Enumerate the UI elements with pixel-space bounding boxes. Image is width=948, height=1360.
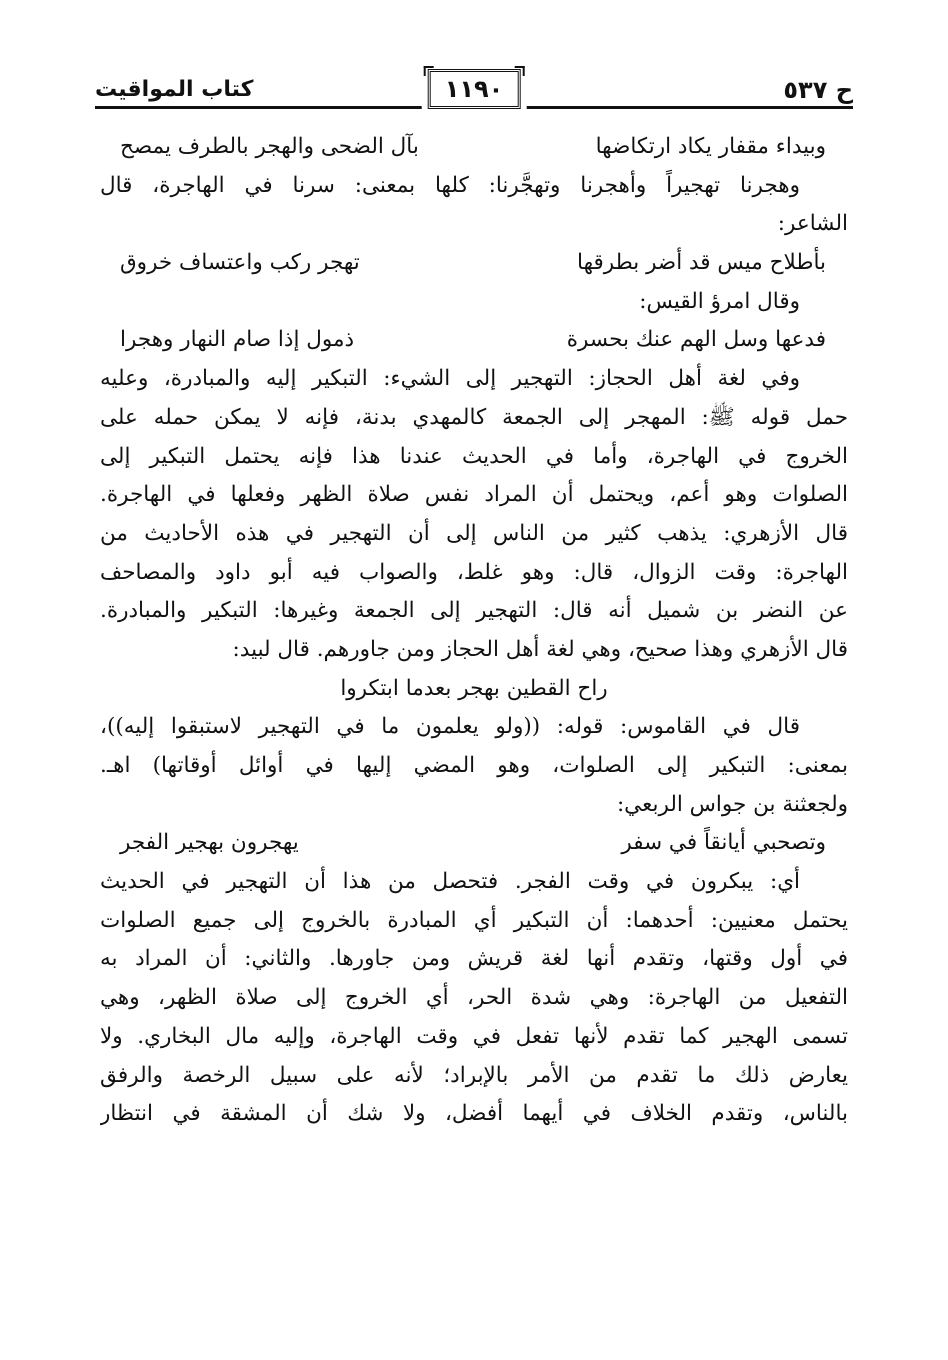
verse-first-hemistich: فدعها وسل الهم عنك بحسرة: [566, 327, 826, 353]
text-line: الخروج في الهاجرة، وأما في الحديث عندنا هذا فإنه يحتمل التبكير إلى: [100, 443, 848, 469]
verse-first-hemistich: وبيداء مقفار يكاد ارتكاضها: [595, 134, 826, 159]
text-line: بمعنى: التبكير إلى الصلوات، وهو المضي إليها في أوائل أوقاتها) اهـ.: [100, 753, 848, 778]
text-line: أي: يبكرون في وقت الفجر. فتحصل من هذا أن التهجير في الحديث: [100, 869, 800, 895]
text-line: وقال امرؤ القيس:: [639, 288, 800, 314]
text-line: قال في القاموس: قوله: ((ولو يعلمون ما في التهجير لاستبقوا إليه))،: [100, 714, 800, 740]
text-line: في أول وقتها، وتقدم أنها لغة قريش ومن جاورها. والثاني: أن المراد به: [100, 946, 848, 972]
text-line: حمل قوله ﷺ: المهجر إلى الجمعة كالمهدي بدنة، فإنه لا يمكن حمله على: [100, 404, 848, 430]
text-line: قال الأزهري: يذهب كثير من الناس إلى أن التهجير في هذه الأحاديث من: [100, 520, 848, 546]
text-line: وهجرنا تهجيراً وأهجرنا وتهجَّرنا: كلها بمعنى: سرنا في الهاجرة، قال: [100, 172, 800, 198]
text-line: الهاجرة: وقت الزوال، قال: وهو غلط، والصواب فيه أبو داود والمصاحف: [100, 559, 848, 585]
verse-line: [100, 824, 848, 863]
book-title: كتاب المواقيت: [95, 77, 254, 102]
verse-line: [100, 321, 848, 360]
verse-line-centered: راح القطين بهجر بعدما ابتكروا: [340, 675, 608, 701]
text-line: التفعيل من الهاجرة: وهي شدة الحر، أي الخروج إلى صلاة الظهر، وهي: [100, 985, 848, 1011]
verse-second-hemistich: بآل الضحى والهجر بالطرف يمصح: [120, 134, 419, 159]
verse-line: [100, 244, 848, 283]
verse-line: [100, 128, 848, 167]
text-line: قال الأزهري وهذا صحيح، وهي لغة أهل الحجاز ومن جاورهم. قال لبيد:: [232, 636, 848, 662]
text-line: يحتمل معنيين: أحدهما: أن التبكير أي المبادرة بالخروج إلى جميع الصلوات: [100, 907, 848, 933]
text-line: تسمى الهجير كما تقدم لأنها تفعل في وقت الهاجرة، وإليه مال البخاري. ولا: [100, 1023, 848, 1049]
page-body: [100, 128, 848, 1134]
text-line: وفي لغة أهل الحجاز: التهجير إلى الشيء: التبكير إليه والمبادرة، وعليه: [100, 366, 800, 392]
text-line: عن النضر بن شميل أنه قال: التهجير إلى الجمعة وغيرها: التبكير والمبادرة.: [100, 598, 848, 624]
verse-first-hemistich: وتصحبي أيانقاً في سفر: [621, 830, 826, 856]
verse-second-hemistich: يهجرون بهجير الفجر: [120, 830, 299, 856]
text-line: الشاعر:: [777, 211, 848, 237]
page-number-frame: [422, 69, 527, 109]
page-header: [95, 64, 853, 109]
verse-first-hemistich: بأطلاح ميس قد أضر بطرقها: [577, 250, 826, 276]
text-line: الصلوات وهو أعم، ويحتمل أن المراد نفس صلاة الظهر وفعلها في الهاجرة.: [100, 482, 848, 508]
page-number: ١١٩٠: [428, 69, 521, 109]
text-line: ولجعثنة بن جواس الربعي:: [616, 791, 848, 817]
text-line: يعارض ذلك ما تقدم من الأمر بالإبراد؛ لأنه على سبيل الرخصة والرفق: [100, 1062, 848, 1088]
verse-second-hemistich: ذمول إذا صام النهار وهجرا: [120, 327, 355, 353]
verse-second-hemistich: تهجر ركب واعتساف خروق: [120, 250, 360, 276]
text-line: بالناس، وتقدم الخلاف في أيهما أفضل، ولا شك أن المشقة في انتظار: [100, 1101, 848, 1127]
volume-reference: ح ٥٣٧: [783, 76, 853, 104]
